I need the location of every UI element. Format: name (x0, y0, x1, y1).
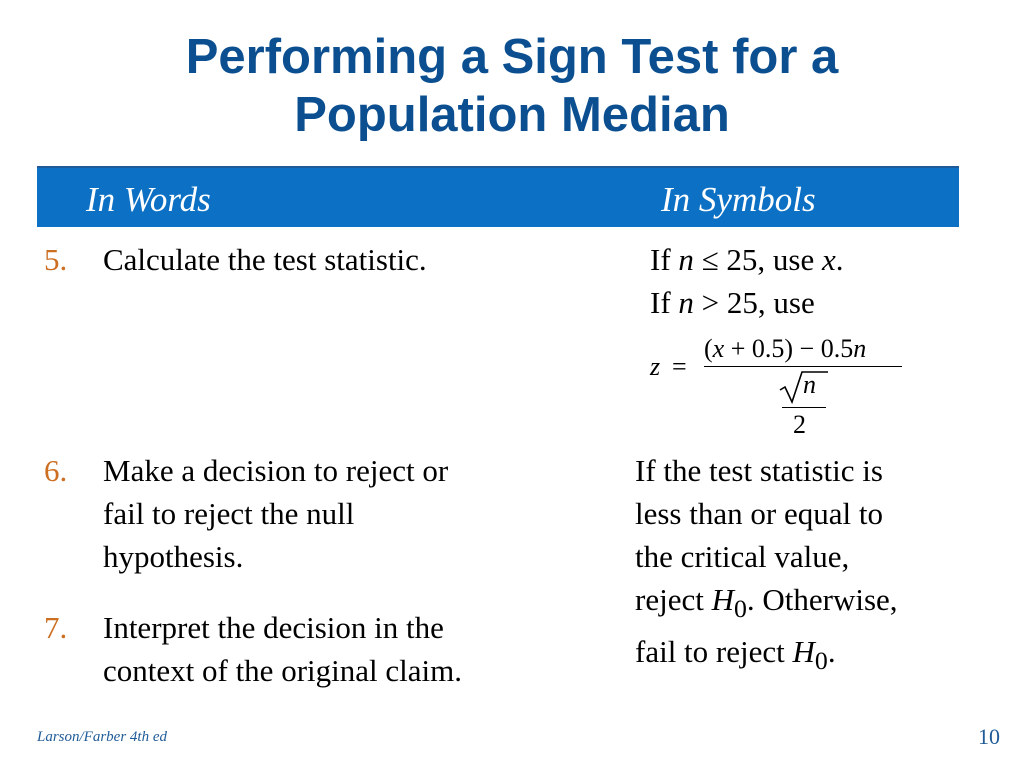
step-text-line: hypothesis. (103, 539, 244, 574)
text-fail-to-reject: fail to reject (635, 634, 785, 670)
symbol-step-6-line-4 (635, 578, 898, 630)
var-x: x (822, 242, 836, 277)
symbol-step-6-line-2: less than or equal to (635, 496, 883, 531)
subscript-zero: 0 (733, 594, 747, 624)
text-reject: reject (635, 582, 704, 617)
step-text (103, 606, 553, 692)
step-text (103, 238, 553, 281)
column-header-in-words: In Words (86, 180, 211, 219)
var-h: H (792, 634, 815, 670)
step-text-line: Make a decision to reject or (103, 453, 449, 488)
symbol-step-6-line-3: the critical value, (635, 539, 850, 574)
step-text-line: Calculate the test statistic. (103, 242, 427, 277)
column-header-in-symbols: In Symbols (661, 180, 816, 219)
text-condition: ≤ 25, use (701, 242, 815, 277)
slide-title-line-2: Population Median (294, 88, 730, 142)
symbol-step-6-line-5 (635, 630, 898, 682)
text-if: If (650, 285, 671, 320)
step-text-line: Interpret the decision in the (103, 610, 444, 645)
numerator-var-x: x (712, 334, 725, 363)
text-if: If (650, 242, 671, 277)
formula-lhs: z (650, 352, 661, 381)
denominator-divisor: 2 (793, 410, 806, 439)
var-n: n (678, 285, 694, 320)
step-number: 5. (44, 242, 68, 277)
step-text (103, 449, 553, 578)
symbol-step-5-line-2 (650, 281, 844, 324)
step-text-line: fail to reject the null (103, 496, 355, 531)
step-number: 7. (44, 610, 68, 645)
var-n: n (678, 242, 694, 277)
subscript-zero: 0 (814, 646, 828, 676)
slide-title-line-1: Performing a Sign Test for a (185, 30, 839, 84)
symbol-step-6-line-1: If the test statistic is (635, 453, 883, 488)
symbol-step-5-line-1 (650, 238, 844, 281)
var-h: H (711, 582, 734, 617)
numerator-mid: + 0.5) − 0.5 (724, 334, 854, 363)
inner-fraction-bar (782, 407, 826, 408)
symbol-step-6 (635, 449, 898, 682)
text-condition: > 25, use (701, 285, 815, 320)
footer-source: Larson/Farber 4th ed (37, 729, 168, 745)
formula-numerator (704, 334, 866, 364)
page-number: 10 (978, 724, 1000, 749)
text-period: . (827, 634, 836, 670)
slide-title (0, 28, 1024, 144)
table-header-bar (37, 166, 959, 227)
denominator-var-n: n (803, 370, 816, 399)
fraction-bar (704, 366, 902, 367)
symbol-step-5 (650, 238, 844, 324)
z-formula (648, 330, 908, 445)
text-otherwise: . Otherwise, (746, 582, 898, 617)
numerator-var-n: n (853, 334, 867, 363)
formula-equals: = (672, 352, 687, 381)
numerator-open-paren: ( (704, 334, 713, 363)
step-text-line: context of the original claim. (103, 653, 462, 688)
text-period: . (835, 242, 844, 277)
step-number: 6. (44, 453, 68, 488)
